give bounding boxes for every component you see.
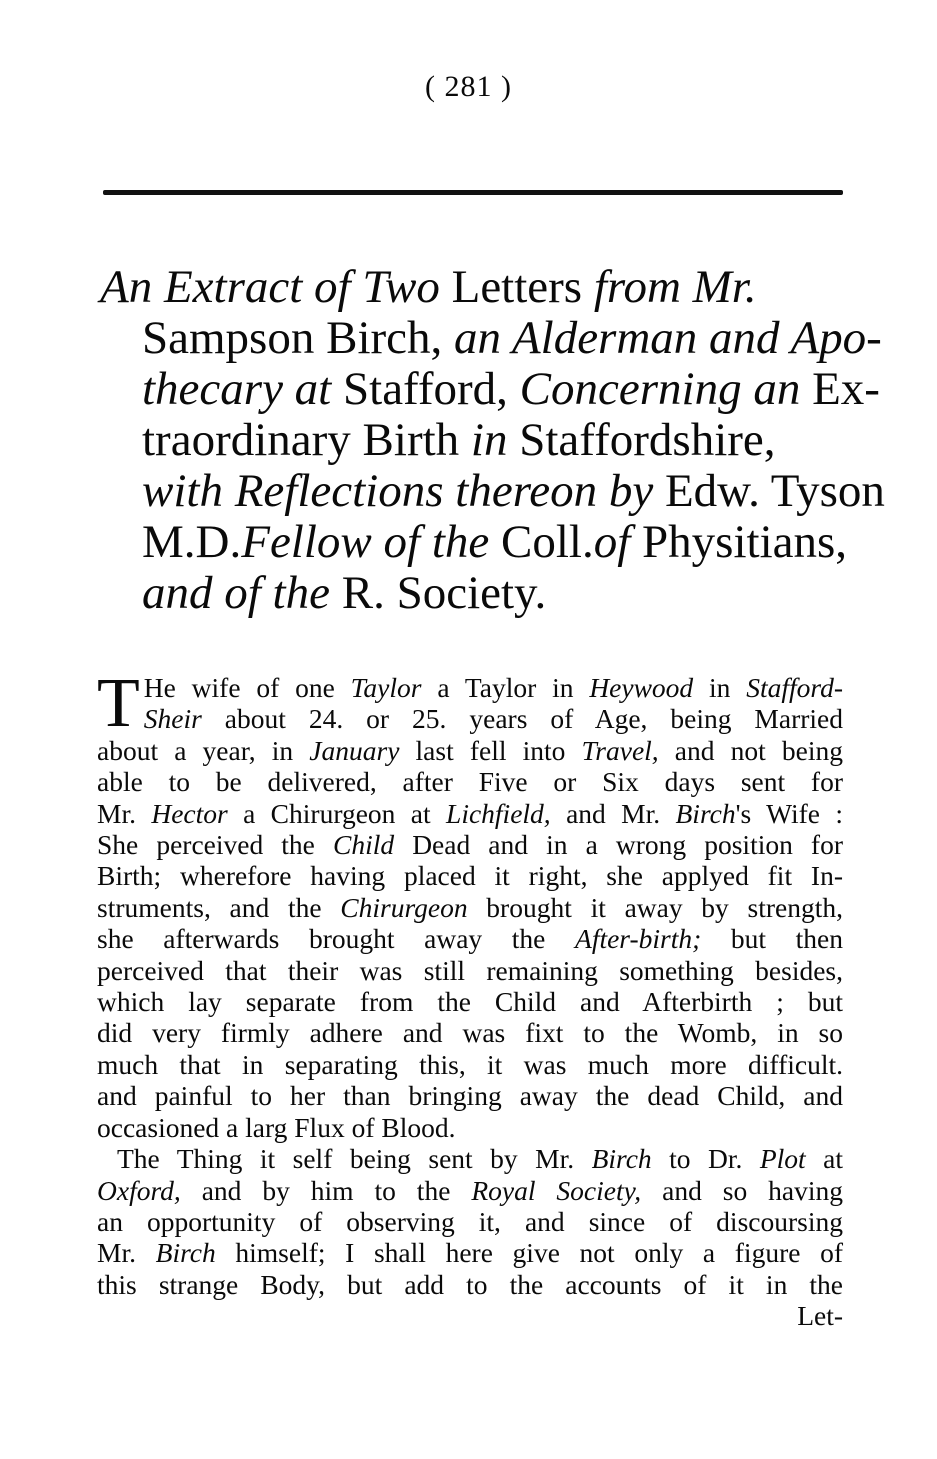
roman-run: Staffordshire, — [519, 414, 776, 466]
roman-run: Dead and in a wrong position for — [394, 829, 844, 861]
roman-run: an opportunity of observing it, and since of discoursing — [97, 1205, 843, 1237]
italic-run: with Reflections thereon by — [142, 465, 665, 517]
italic-run: Chirurgeon — [340, 891, 468, 923]
roman-run: about 24. or 25. years of Age, being Married — [201, 703, 843, 735]
body-line — [97, 892, 843, 923]
body-line — [97, 986, 843, 1017]
italic-run: from Mr. — [593, 261, 757, 313]
italic-run: After-birth; — [575, 923, 702, 955]
roman-run: R. Society. — [341, 567, 547, 619]
roman-run: She perceived the — [97, 829, 333, 861]
body-line — [97, 1175, 843, 1206]
roman-run: himself; I shall here give not only a figure of — [215, 1237, 844, 1269]
roman-run: and Mr. — [550, 797, 676, 829]
roman-run: Ex- — [812, 363, 880, 415]
italic-run: Fellow of the — [241, 516, 501, 568]
italic-run: Taylor — [350, 672, 422, 703]
roman-run: a Taylor in — [421, 672, 590, 703]
roman-run: M.D. — [142, 516, 242, 568]
italic-run: Concerning an — [519, 363, 813, 415]
roman-run: struments, and the — [97, 891, 341, 923]
roman-run: Stafford, — [343, 363, 520, 415]
italic-run: Stafford- — [746, 672, 844, 703]
roman-run: to Dr. — [651, 1143, 760, 1175]
article-title — [100, 261, 885, 619]
roman-run: able to be delivered, after Five or Six days sent for — [97, 766, 843, 798]
roman-run: and not being — [658, 734, 843, 766]
body-line — [97, 735, 843, 766]
italic-run: Oxford, — [97, 1174, 181, 1206]
italic-run: Birch — [155, 1237, 216, 1269]
title-line — [100, 312, 882, 364]
roman-run: occasioned a larg Flux of Blood. — [97, 1111, 456, 1143]
body-line — [97, 1143, 843, 1174]
roman-run: Coll. — [501, 516, 594, 568]
body-line — [97, 923, 843, 954]
roman-run: last fell into — [399, 734, 582, 766]
roman-run: Sampson Birch, — [142, 312, 455, 364]
title-line — [100, 363, 880, 415]
roman-run: she afterwards brought away the — [97, 923, 576, 955]
italic-run: Sheir — [143, 703, 202, 735]
italic-run: An Extract of Two — [100, 261, 440, 313]
italic-run: Travel, — [581, 734, 659, 766]
italic-run: of — [593, 516, 643, 568]
roman-run: and by him to the — [180, 1174, 472, 1206]
body-line — [97, 1112, 843, 1143]
body-line — [97, 672, 843, 703]
roman-run: Physitians, — [642, 516, 848, 568]
italic-run: Hector — [151, 797, 228, 829]
italic-run: Heywood — [589, 672, 694, 703]
title-line — [100, 262, 845, 313]
italic-run: Lichfield, — [446, 797, 551, 829]
italic-run: Royal Society, — [471, 1174, 642, 1206]
italic-run: Birch — [591, 1143, 652, 1175]
title-line — [100, 415, 845, 466]
italic-run: Birch — [675, 797, 736, 829]
title-line — [100, 568, 845, 619]
roman-run: this strange Body, but add to the accounts of it in the — [97, 1268, 843, 1300]
roman-run: Birth; wherefore having placed it right, she applyed fit In- — [97, 860, 843, 892]
roman-run: He wife of one — [143, 672, 351, 703]
body-line — [97, 798, 843, 829]
roman-run: 's Wife : — [735, 797, 843, 829]
body-line — [97, 1269, 843, 1300]
roman-run: The Thing it self being sent by Mr. — [117, 1143, 592, 1175]
italic-run: Plot — [759, 1143, 806, 1175]
roman-run: much that in separating this, it was much more difficult. — [97, 1048, 843, 1080]
roman-run: a Chirurgeon at — [227, 797, 447, 829]
roman-run: did very firmly adhere and was fixt to the Womb, in so — [97, 1017, 843, 1049]
body-line — [97, 766, 843, 797]
title-line — [100, 465, 885, 517]
body-line — [97, 1237, 843, 1268]
roman-run: Mr. — [97, 1237, 156, 1269]
body-text — [97, 665, 844, 1332]
roman-run: Letters — [439, 261, 594, 313]
roman-run: in — [693, 672, 747, 703]
italic-run: and of the — [142, 567, 342, 619]
title-line — [100, 516, 848, 568]
body-line — [97, 829, 843, 860]
body-line — [97, 1017, 843, 1048]
roman-run: Mr. — [97, 797, 152, 829]
roman-run: about a year, in — [97, 734, 310, 766]
italic-run: thecary at — [142, 363, 343, 415]
body-line — [97, 1049, 843, 1080]
header-rule — [103, 190, 843, 195]
italic-run: January — [309, 734, 400, 766]
body-line — [97, 703, 843, 734]
roman-run: which lay separate from the Child and Afterbirth ; but — [97, 986, 843, 1018]
roman-run: but then — [701, 923, 843, 955]
drop-cap: T — [97, 665, 140, 742]
italic-run: Child — [332, 829, 395, 861]
roman-run: perceived that their was still remaining something besides, — [97, 954, 843, 986]
roman-run: Edw. Tyson — [664, 465, 885, 517]
body-line — [97, 860, 843, 891]
body-line — [97, 955, 843, 986]
italic-run: in — [470, 414, 520, 466]
body-line — [97, 1206, 843, 1237]
roman-run: at — [805, 1143, 844, 1175]
page-number: ( 281 ) — [425, 70, 512, 103]
roman-run: traordinary Birth — [142, 414, 471, 466]
roman-run: and painful to her than bringing away the dead Child, and — [97, 1080, 843, 1112]
catchword: Let- — [797, 1300, 843, 1332]
body-line — [97, 1080, 843, 1111]
roman-run: brought it away by strength, — [467, 891, 843, 923]
roman-run: and so having — [641, 1174, 843, 1206]
italic-run: an Alderman and Apo- — [454, 312, 882, 364]
